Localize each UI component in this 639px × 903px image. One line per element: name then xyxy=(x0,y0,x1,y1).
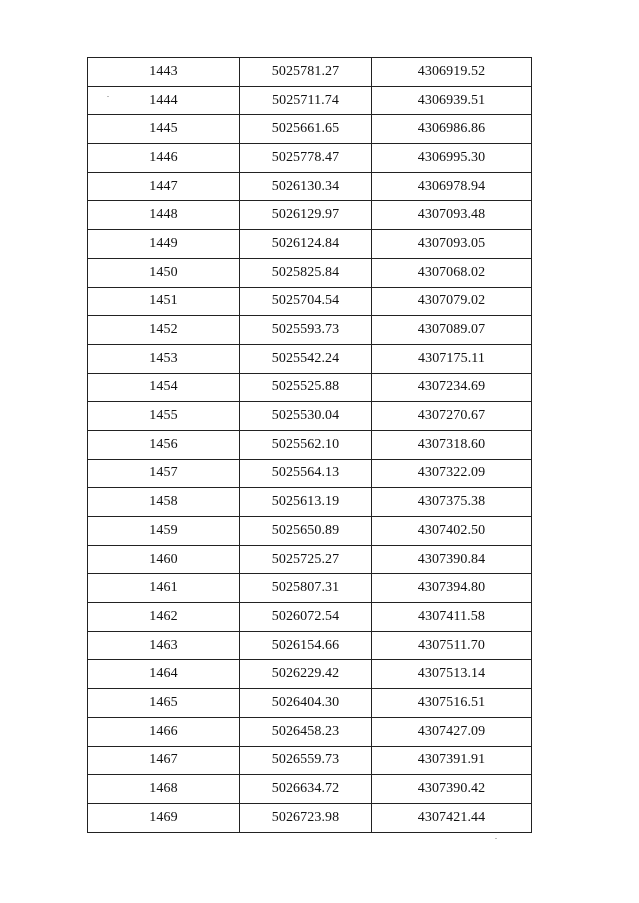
table-row xyxy=(88,803,532,832)
x-coordinate-cell: 5026129.97 xyxy=(240,201,372,230)
table-row xyxy=(88,459,532,488)
table-row xyxy=(88,631,532,660)
table-row xyxy=(88,115,532,144)
table-row xyxy=(88,717,532,746)
table-row xyxy=(88,660,532,689)
y-coordinate-cell: 4307093.48 xyxy=(372,201,532,230)
y-coordinate-cell: 4306919.52 xyxy=(372,58,532,87)
point-number-cell: 1448 xyxy=(88,201,240,230)
point-number-cell: 1449 xyxy=(88,230,240,259)
coordinate-table xyxy=(87,57,532,833)
y-coordinate-cell: 4307175.11 xyxy=(372,344,532,373)
x-coordinate-cell: 5025725.27 xyxy=(240,545,372,574)
x-coordinate-cell: 5025530.04 xyxy=(240,402,372,431)
point-number-cell: 1445 xyxy=(88,115,240,144)
x-coordinate-cell: 5025807.31 xyxy=(240,574,372,603)
x-coordinate-cell: 5026634.72 xyxy=(240,775,372,804)
point-number-cell: 1461 xyxy=(88,574,240,603)
y-coordinate-cell: 4307516.51 xyxy=(372,689,532,718)
y-coordinate-cell: 4307270.67 xyxy=(372,402,532,431)
table-row xyxy=(88,545,532,574)
table-row xyxy=(88,746,532,775)
x-coordinate-cell: 5025525.88 xyxy=(240,373,372,402)
x-coordinate-cell: 5026404.30 xyxy=(240,689,372,718)
point-number-cell: 1459 xyxy=(88,517,240,546)
y-coordinate-cell: 4307375.38 xyxy=(372,488,532,517)
table-row xyxy=(88,488,532,517)
y-coordinate-cell: 4306986.86 xyxy=(372,115,532,144)
table-row xyxy=(88,144,532,173)
table-row xyxy=(88,517,532,546)
point-number-cell: 1443 xyxy=(88,58,240,87)
table-row xyxy=(88,689,532,718)
point-number-cell: 1447 xyxy=(88,172,240,201)
y-coordinate-cell: 4307391.91 xyxy=(372,746,532,775)
y-coordinate-cell: 4307234.69 xyxy=(372,373,532,402)
point-number-cell: 1457 xyxy=(88,459,240,488)
point-number-cell: 1468 xyxy=(88,775,240,804)
table-row xyxy=(88,172,532,201)
x-coordinate-cell: 5025781.27 xyxy=(240,58,372,87)
x-coordinate-cell: 5025661.65 xyxy=(240,115,372,144)
point-number-cell: 1469 xyxy=(88,803,240,832)
point-number-cell: 1450 xyxy=(88,258,240,287)
point-number-cell: 1452 xyxy=(88,316,240,345)
point-number-cell: 1454 xyxy=(88,373,240,402)
table-row xyxy=(88,402,532,431)
y-coordinate-cell: 4307093.05 xyxy=(372,230,532,259)
y-coordinate-cell: 4306995.30 xyxy=(372,144,532,173)
coordinate-table-body xyxy=(88,58,532,833)
x-coordinate-cell: 5025825.84 xyxy=(240,258,372,287)
x-coordinate-cell: 5025704.54 xyxy=(240,287,372,316)
x-coordinate-cell: 5025564.13 xyxy=(240,459,372,488)
scan-speck xyxy=(107,96,109,97)
y-coordinate-cell: 4307322.09 xyxy=(372,459,532,488)
table-row xyxy=(88,287,532,316)
y-coordinate-cell: 4307402.50 xyxy=(372,517,532,546)
point-number-cell: 1462 xyxy=(88,603,240,632)
table-row xyxy=(88,574,532,603)
x-coordinate-cell: 5025711.74 xyxy=(240,86,372,115)
x-coordinate-cell: 5025613.19 xyxy=(240,488,372,517)
table-row xyxy=(88,344,532,373)
x-coordinate-cell: 5026130.34 xyxy=(240,172,372,201)
x-coordinate-cell: 5025778.47 xyxy=(240,144,372,173)
point-number-cell: 1467 xyxy=(88,746,240,775)
y-coordinate-cell: 4307394.80 xyxy=(372,574,532,603)
table-row xyxy=(88,230,532,259)
point-number-cell: 1463 xyxy=(88,631,240,660)
point-number-cell: 1455 xyxy=(88,402,240,431)
y-coordinate-cell: 4306939.51 xyxy=(372,86,532,115)
table-row xyxy=(88,86,532,115)
table-row xyxy=(88,775,532,804)
point-number-cell: 1465 xyxy=(88,689,240,718)
y-coordinate-cell: 4307089.07 xyxy=(372,316,532,345)
table-row xyxy=(88,201,532,230)
x-coordinate-cell: 5025542.24 xyxy=(240,344,372,373)
x-coordinate-cell: 5026559.73 xyxy=(240,746,372,775)
point-number-cell: 1466 xyxy=(88,717,240,746)
scan-speck xyxy=(495,838,497,839)
x-coordinate-cell: 5026154.66 xyxy=(240,631,372,660)
y-coordinate-cell: 4307079.02 xyxy=(372,287,532,316)
y-coordinate-cell: 4307513.14 xyxy=(372,660,532,689)
point-number-cell: 1446 xyxy=(88,144,240,173)
point-number-cell: 1444 xyxy=(88,86,240,115)
table-row xyxy=(88,603,532,632)
table-row xyxy=(88,258,532,287)
point-number-cell: 1451 xyxy=(88,287,240,316)
point-number-cell: 1460 xyxy=(88,545,240,574)
x-coordinate-cell: 5026458.23 xyxy=(240,717,372,746)
y-coordinate-cell: 4306978.94 xyxy=(372,172,532,201)
x-coordinate-cell: 5025593.73 xyxy=(240,316,372,345)
x-coordinate-cell: 5026072.54 xyxy=(240,603,372,632)
y-coordinate-cell: 4307068.02 xyxy=(372,258,532,287)
y-coordinate-cell: 4307427.09 xyxy=(372,717,532,746)
table-row xyxy=(88,58,532,87)
point-number-cell: 1464 xyxy=(88,660,240,689)
y-coordinate-cell: 4307511.70 xyxy=(372,631,532,660)
point-number-cell: 1453 xyxy=(88,344,240,373)
x-coordinate-cell: 5026229.42 xyxy=(240,660,372,689)
x-coordinate-cell: 5026124.84 xyxy=(240,230,372,259)
table-row xyxy=(88,316,532,345)
y-coordinate-cell: 4307318.60 xyxy=(372,430,532,459)
table-row xyxy=(88,373,532,402)
table-row xyxy=(88,430,532,459)
y-coordinate-cell: 4307390.42 xyxy=(372,775,532,804)
x-coordinate-cell: 5026723.98 xyxy=(240,803,372,832)
x-coordinate-cell: 5025650.89 xyxy=(240,517,372,546)
point-number-cell: 1456 xyxy=(88,430,240,459)
x-coordinate-cell: 5025562.10 xyxy=(240,430,372,459)
point-number-cell: 1458 xyxy=(88,488,240,517)
y-coordinate-cell: 4307390.84 xyxy=(372,545,532,574)
y-coordinate-cell: 4307421.44 xyxy=(372,803,532,832)
y-coordinate-cell: 4307411.58 xyxy=(372,603,532,632)
